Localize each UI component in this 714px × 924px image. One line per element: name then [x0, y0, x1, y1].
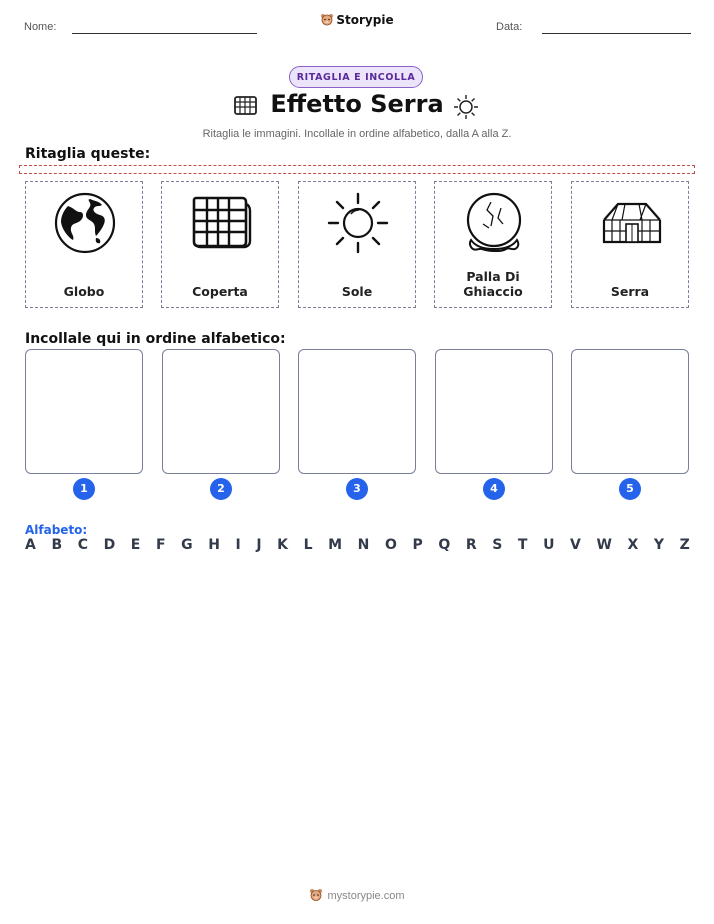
footer-url[interactable]: mystorypie.com	[327, 890, 405, 902]
card-label: Serra	[610, 284, 650, 299]
alphabet-letter: Z	[679, 537, 690, 553]
blanket-icon	[188, 190, 254, 256]
paste-section-label: Incollale qui in ordine alfabetico:	[25, 331, 286, 347]
alphabet-letter: N	[357, 537, 370, 553]
paste-slot[interactable]	[435, 349, 553, 474]
sun-icon	[325, 190, 391, 256]
slot-number-badge: 1	[73, 478, 95, 500]
card-globo[interactable]	[25, 181, 143, 308]
card-label: Sole	[341, 284, 373, 299]
card-label: Globo	[63, 284, 105, 299]
cut-line	[19, 165, 695, 174]
name-label: Nome:	[24, 21, 57, 33]
alphabet-letter: P	[412, 537, 423, 553]
globe-icon	[52, 190, 118, 256]
paste-slot[interactable]	[571, 349, 689, 474]
slot-number-badge: 4	[483, 478, 505, 500]
alphabet-letter: M	[328, 537, 343, 553]
card-palla-di-ghiaccio[interactable]	[434, 181, 552, 308]
brand-name: Storypie	[336, 13, 394, 27]
page-title: Effetto Serra	[270, 90, 444, 118]
date-label: Data:	[496, 21, 523, 33]
name-line	[72, 33, 257, 34]
alphabet-letter: C	[77, 537, 88, 553]
date-line	[542, 33, 691, 34]
bear-icon	[320, 13, 334, 26]
alphabet-letter: H	[208, 537, 220, 553]
alphabet-letter: O	[384, 537, 397, 553]
alphabet-letter: A	[25, 537, 36, 553]
alphabet-letter: U	[543, 537, 555, 553]
slot-number-badge: 5	[619, 478, 641, 500]
card-coperta[interactable]	[161, 181, 279, 308]
card-sole[interactable]	[298, 181, 416, 308]
alphabet-letter: X	[627, 537, 639, 553]
alphabet-row	[25, 537, 690, 553]
alphabet-letter: V	[570, 537, 581, 553]
footer	[0, 888, 714, 902]
card-label: Palla Di Ghiaccio	[463, 269, 523, 299]
paste-slot[interactable]	[162, 349, 280, 474]
alphabet-letter: R	[465, 537, 477, 553]
paste-slot[interactable]	[25, 349, 143, 474]
alphabet-letter: E	[130, 537, 141, 553]
alphabet-letter: T	[517, 537, 528, 553]
alphabet-letter: G	[181, 537, 193, 553]
bear-icon	[309, 888, 323, 902]
alphabet-letter: K	[277, 537, 289, 553]
alphabet-letter: I	[235, 537, 241, 553]
paste-slot[interactable]	[298, 349, 416, 474]
card-serra[interactable]	[571, 181, 689, 308]
alphabet-letter: L	[303, 537, 313, 553]
slot-number-badge: 3	[346, 478, 368, 500]
greenhouse-icon	[598, 190, 664, 256]
activity-badge: RITAGLIA E INCOLLA	[289, 66, 423, 88]
alphabet-letter: J	[256, 537, 262, 553]
cut-section-label: Ritaglia queste:	[25, 146, 151, 162]
sun-icon	[452, 94, 480, 120]
page-subtitle: Ritaglia le immagini. Incollale in ordine alfabetico, dalla A alla Z.	[202, 128, 512, 140]
alphabet-letter: W	[596, 537, 612, 553]
alphabet-letter: B	[51, 537, 63, 553]
alphabet-letter: Q	[438, 537, 451, 553]
alphabet-letter: F	[155, 537, 166, 553]
alphabet-letter: D	[103, 537, 116, 553]
slot-number-badge: 2	[210, 478, 232, 500]
ice-ball-icon	[461, 190, 527, 256]
brand-logo	[0, 13, 714, 27]
alphabet-letter: Y	[653, 537, 665, 553]
alphabet-letter: S	[492, 537, 503, 553]
alphabet-label: Alfabeto:	[25, 523, 88, 537]
card-label: Coperta	[192, 284, 248, 299]
